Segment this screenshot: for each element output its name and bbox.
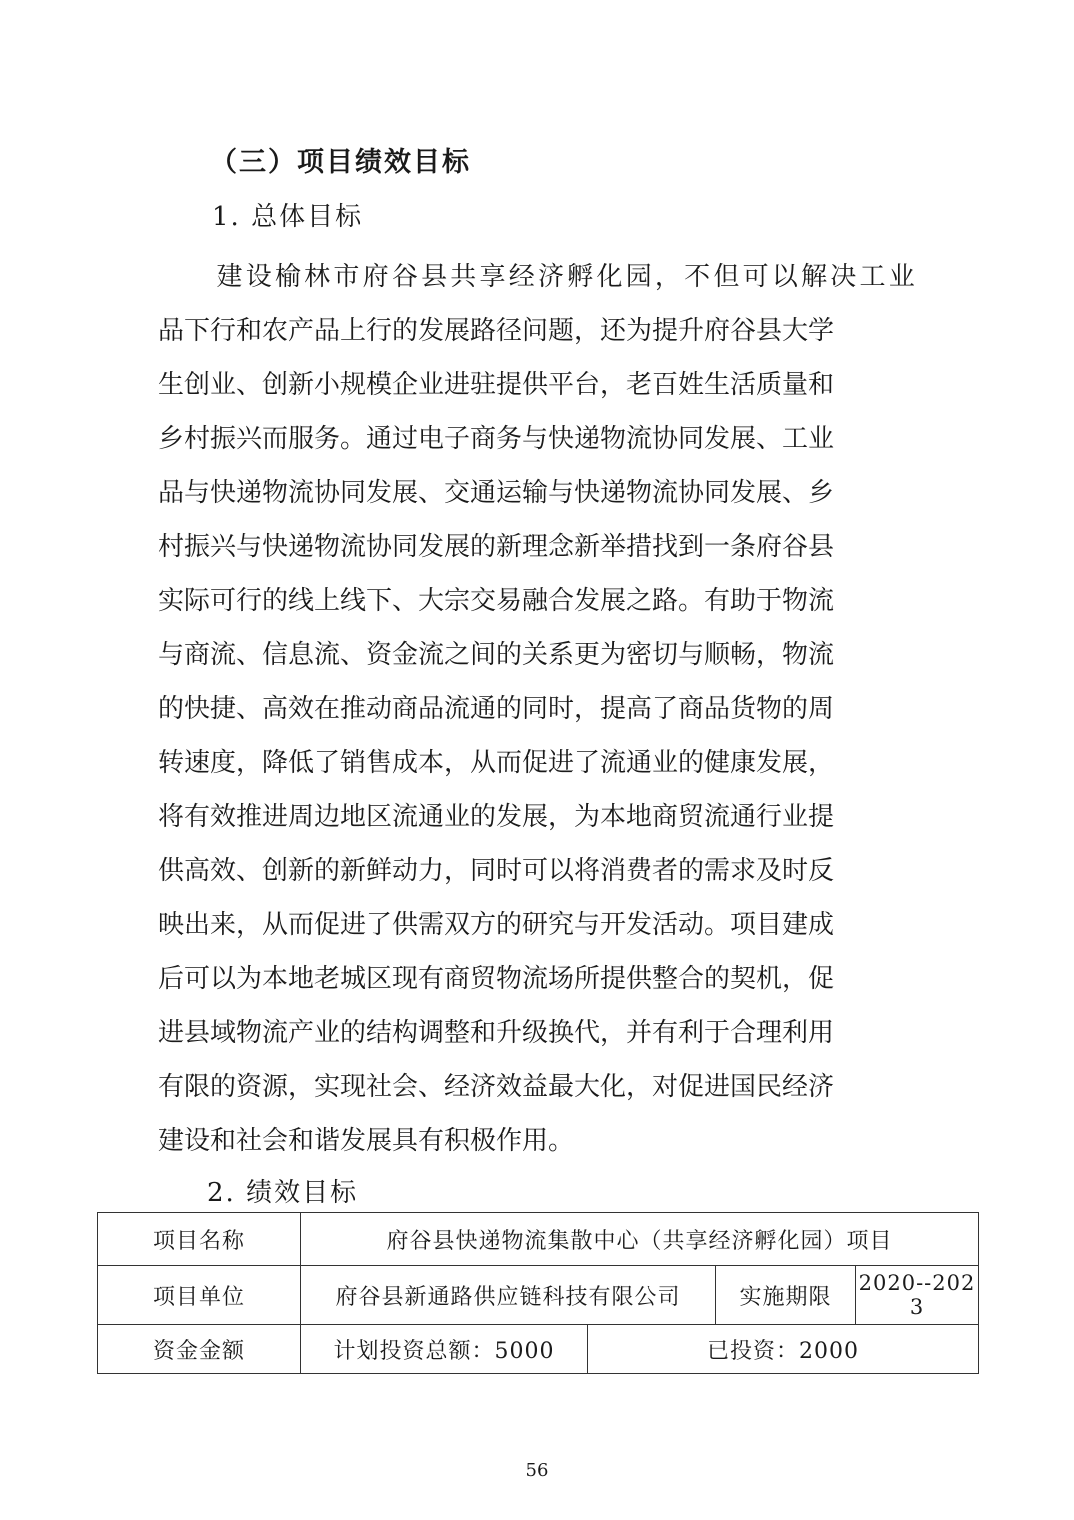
paragraph-line: 映出来，从而促进了供需双方的研究与开发活动。项目建成 (158, 910, 835, 940)
paragraph-line: 乡村振兴而服务。通过电子商务与快递物流协同发展、工业 (158, 424, 835, 454)
paragraph-line: 转速度，降低了销售成本，从而促进了流通业的健康发展， (158, 748, 835, 778)
paragraph-line: 进县域物流产业的结构调整和升级换代，并有利于合理利用 (158, 1018, 835, 1048)
paragraph-line: 供高效、创新的新鲜动力，同时可以将消费者的需求及时反 (158, 856, 835, 886)
paragraph-line: 将有效推进周边地区流通业的发展，为本地商贸流通行业提 (158, 802, 835, 832)
implementation-period-value: 2020--2023 (856, 1266, 979, 1325)
funding-amount-label: 资金金额 (98, 1325, 301, 1374)
paragraph-line: 村振兴与快递物流协同发展的新理念新举措找到一条府谷县 (158, 532, 835, 562)
paragraph-line: 与商流、信息流、资金流之间的关系更为密切与顺畅，物流 (158, 640, 835, 670)
paragraph-line: 后可以为本地老城区现有商贸物流场所提供整合的契机，促 (158, 964, 835, 994)
paragraph-line: 的快捷、高效在推动商品流通的同时，提高了商品货物的周 (158, 694, 835, 724)
paragraph-line: 建设和社会和谐发展具有积极作用。 (158, 1126, 575, 1156)
project-name-label: 项目名称 (98, 1213, 301, 1266)
project-unit-label: 项目单位 (98, 1266, 301, 1325)
project-unit-value: 府谷县新通路供应链科技有限公司 (301, 1266, 716, 1325)
paragraph-line: 品下行和农产品上行的发展路径问题，还为提升府谷县大学 (158, 316, 835, 346)
planned-investment-value: 计划投资总额：5000 (301, 1325, 588, 1374)
project-name-value: 府谷县快递物流集散中心（共享经济孵化园）项目 (301, 1213, 979, 1266)
table-row (98, 1266, 979, 1325)
table-row (98, 1213, 979, 1266)
subsection-title-performance-goal: 2. 绩效目标 (207, 1178, 359, 1208)
paragraph-line: 品与快递物流协同发展、交通运输与快递物流协同发展、乡 (158, 478, 835, 508)
performance-goal-table (97, 1212, 979, 1374)
page-number: 56 (525, 1460, 549, 1481)
paragraph-line: 有限的资源，实现社会、经济效益最大化，对促进国民经济 (158, 1072, 835, 1102)
section-heading: （三）项目绩效目标 (210, 147, 471, 178)
invested-amount-value: 已投资：2000 (588, 1325, 979, 1374)
overall-goal-paragraph (158, 250, 918, 1168)
subsection-title-overall-goal: 1. 总体目标 (212, 202, 364, 232)
implementation-period-label: 实施期限 (716, 1266, 856, 1325)
paragraph-line: 建设榆林市府谷县共享经济孵化园，不但可以解决工业 (158, 262, 919, 292)
paragraph-line: 生创业、创新小规模企业进驻提供平台，老百姓生活质量和 (158, 370, 835, 400)
paragraph-line: 实际可行的线上线下、大宗交易融合发展之路。有助于物流 (158, 586, 835, 616)
table-row (98, 1325, 979, 1374)
